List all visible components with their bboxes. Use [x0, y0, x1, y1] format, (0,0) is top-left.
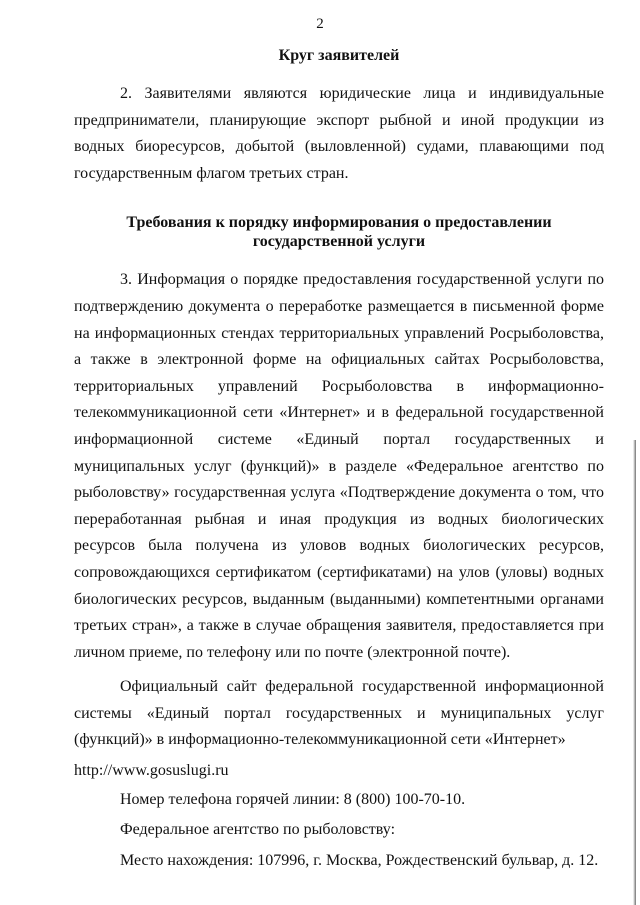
official-site-text: Официальный сайт федеральной государственной информационной системы «Единый портал государственных и муниципальных услуг (функций)» в информационно-телекоммуникационной сети «Интернет» [74, 678, 604, 749]
site-url: http://www.gosuslugi.ru [74, 762, 229, 780]
paragraph-3-information: 3. Информация о порядке предоставления государственной услуги по подтверждению документа о переработке размещается в письменной форме на информационных стендах территориальных управлений Росрыболовства, а также в электронной форме на официальных сайтах Росрыболовства, территориальных управлений Росрыболовства в информационно-телекоммуникационной сети «Интернет» и в федеральной государственной информационной системе «Единый портал государственных и муниципальных услуг (функций)» в разделе «Федеральное агентство по рыболовству» государственная услуга «Подтверждение документа о том, что переработанная рыбная и иная продукция из водных биологических ресурсов была получена из уловов водных биологических ресурсов, сопровождающихся сертификатом (сертификатами) на улов (уловы) водных биологических ресурсов, выданным (выданными) компетентными органами третьих стран», а также в случае обращения заявителя, предоставляется при личном приеме, по телефону или по почте (электронной почте). [74, 271, 604, 661]
agency-address: Место нахождения: 107996, г. Москва, Рождественский бульвар, д. 12. [120, 851, 599, 869]
heading-information-requirements: Требования к порядку информирования о предоставлении государственной услуги [126, 214, 552, 251]
hotline-phone: Номер телефона горячей линии: 8 (800) 100-70-10. [120, 790, 466, 808]
document-body [74, 46, 604, 874]
page-number: 2 [316, 16, 324, 32]
paragraph-official-site [74, 674, 604, 754]
agency-name: Федеральное агентство по рыболовству: [120, 821, 396, 839]
paragraph-2-applicants: 2. Заявителями являются юридические лица и индивидуальные предприниматели, планирующие экспорт рыбной и иной продукции из водных биоресурсов, добытой (выловленной) судами, плавающими под государственным флагом третьих стран. [74, 85, 604, 182]
scan-shadow-edge [633, 440, 636, 905]
heading-applicants: Круг заявителей [278, 47, 400, 64]
